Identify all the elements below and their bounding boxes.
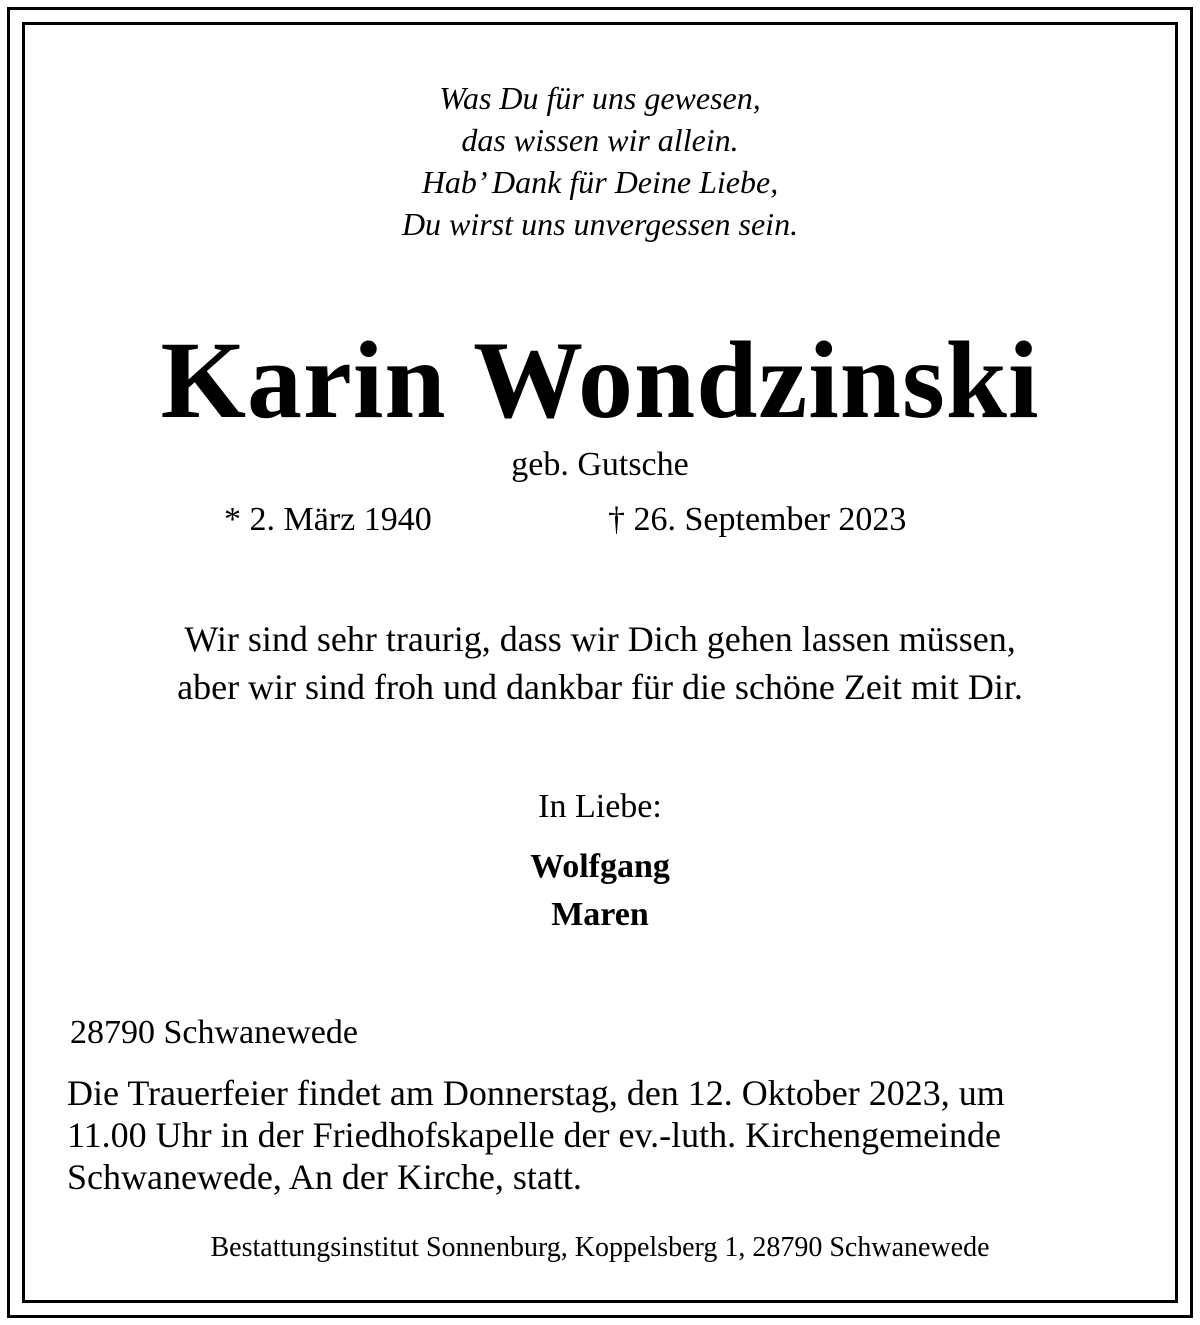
message-line: Wir sind sehr traurig, dass wir Dich gehen lassen müssen, <box>184 619 1016 659</box>
mourner-name: Wolfgang <box>530 848 670 885</box>
mourner-name: Maren <box>551 896 649 933</box>
farewell-message <box>0 615 1200 711</box>
ceremony-line: 11.00 Uhr in der Friedhofskapelle der ev.-luth. Kirchengemeinde <box>67 1115 1002 1155</box>
memorial-poem <box>0 77 1200 245</box>
message-line: aber wir sind froh und dankbar für die schöne Zeit mit Dir. <box>177 667 1023 707</box>
poem-line: Was Du für uns gewesen, <box>439 80 761 116</box>
ceremony-line: Die Trauerfeier findet am Donnerstag, den 12. Oktober 2023, um <box>67 1073 1005 1113</box>
location-text: 28790 Schwanewede <box>70 1014 358 1051</box>
ceremony-line: Schwanewede, An der Kirche, statt. <box>67 1157 582 1197</box>
signoff-text: In Liebe: <box>538 788 662 825</box>
maiden-name: geb. Gutsche <box>511 446 689 483</box>
ceremony-notice <box>67 1072 1005 1198</box>
poem-line: Hab’ Dank für Deine Liebe, <box>421 164 779 200</box>
mourner-names <box>0 843 1200 939</box>
poem-line: Du wirst uns unvergessen sein. <box>401 206 799 242</box>
undertaker-address: Bestattungsinstitut Sonnenburg, Koppelsberg 1, 28790 Schwanewede <box>210 1232 990 1263</box>
deceased-name: Karin Wondzinski <box>160 319 1040 441</box>
poem-line: das wissen wir allein. <box>461 122 739 158</box>
death-date: † 26. September 2023 <box>608 501 907 538</box>
birth-date: * 2. März 1940 <box>224 501 432 538</box>
